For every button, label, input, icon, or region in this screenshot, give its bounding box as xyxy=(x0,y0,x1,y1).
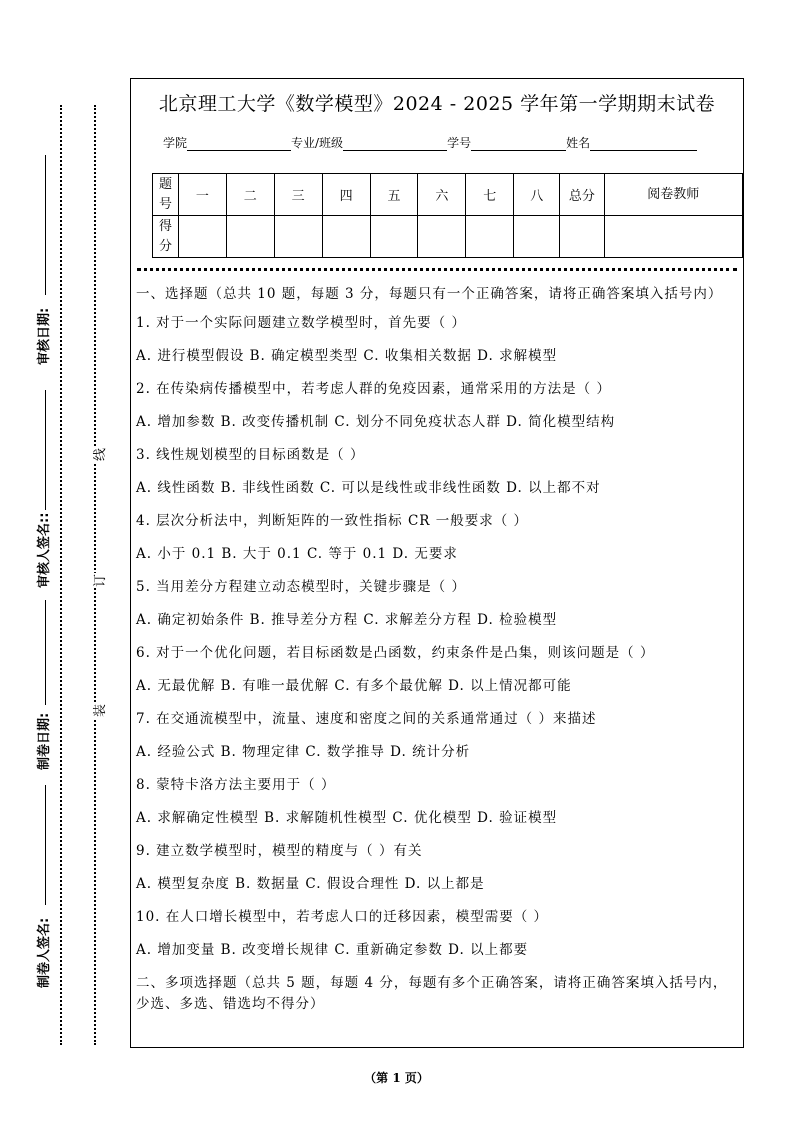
score-cell[interactable] xyxy=(322,216,370,258)
question-2-options: A. 增加参数 B. 改变传播机制 C. 划分不同免疫状态人群 D. 简化模型结构 xyxy=(136,414,616,430)
exam-content xyxy=(136,284,737,1023)
question-10: 10. 在人口增长模型中，若考虑人口的迁移因素，模型需要（ ） xyxy=(136,909,549,925)
exam-frame xyxy=(130,78,744,1048)
major-label: 专业/班级 xyxy=(291,136,344,150)
binding-dotted-line-outer xyxy=(60,105,62,1045)
name-blank[interactable] xyxy=(590,138,697,151)
student-id-label: 学号 xyxy=(447,136,472,150)
margin-char-fold: 装 xyxy=(89,703,108,718)
score-col-2: 二 xyxy=(226,174,274,216)
question-3: 3. 线性规划模型的目标函数是（ ） xyxy=(136,447,365,463)
reviewer-sign-label: 审核人签名:: xyxy=(37,512,52,588)
major-blank[interactable] xyxy=(343,138,447,151)
score-col-6: 六 xyxy=(418,174,466,216)
score-col-7: 七 xyxy=(466,174,514,216)
dotted-separator xyxy=(137,268,737,271)
page-title: 北京理工大学《数学模型》2024 - 2025 学年第一学期期末试卷 xyxy=(158,93,716,115)
made-date-line xyxy=(45,600,46,705)
score-col-4: 四 xyxy=(322,174,370,216)
question-9-options: A. 模型复杂度 B. 数据量 C. 假设合理性 D. 以上都是 xyxy=(136,876,485,892)
score-cell[interactable] xyxy=(514,216,560,258)
student-info-row xyxy=(163,134,697,151)
score-cell[interactable] xyxy=(560,216,604,258)
question-6-options: A. 无最优解 B. 有唯一最优解 C. 有多个最优解 D. 以上情况都可能 xyxy=(136,678,572,694)
question-8: 8. 蒙特卡洛方法主要用于（ ） xyxy=(136,777,336,793)
question-2: 2. 在传染病传播模型中，若考虑人群的免疫因素，通常采用的方法是（ ） xyxy=(136,381,611,397)
question-6: 6. 对于一个优化问题，若目标函数是凸函数，约束条件是凸集，则该问题是（ ） xyxy=(136,645,655,661)
question-7-options: A. 经验公式 B. 物理定律 C. 数学推导 D. 统计分析 xyxy=(136,744,471,760)
score-table-row2-header: 得分 xyxy=(153,216,179,258)
score-table-row1-header: 题号 xyxy=(153,174,179,216)
section1-heading: 一、选择题（总共 10 题，每题 3 分，每题只有一个正确答案，请将正确答案填入括号内） xyxy=(136,286,723,302)
score-cell[interactable] xyxy=(418,216,466,258)
made-date-label: 制卷日期: xyxy=(37,712,52,770)
question-4: 4. 层次分析法中，判断矩阵的一致性指标 CR 一般要求（ ） xyxy=(136,513,529,529)
page-number: （第 1 页） xyxy=(364,1071,429,1085)
reviewed-date-label: 审核日期: xyxy=(37,307,52,365)
score-cell[interactable] xyxy=(604,216,742,258)
score-cell[interactable] xyxy=(274,216,322,258)
student-id-blank[interactable] xyxy=(471,138,566,151)
score-table-header-row xyxy=(153,174,743,216)
maker-sign-line xyxy=(45,785,46,905)
reviewed-date-line xyxy=(45,155,46,295)
question-10-options: A. 增加变量 B. 改变增长规律 C. 重新确定参数 D. 以上都要 xyxy=(136,942,529,958)
college-blank[interactable] xyxy=(187,138,291,151)
score-table xyxy=(152,173,743,258)
question-7: 7. 在交通流模型中，流量、速度和密度之间的关系通常通过（ ）来描述 xyxy=(136,711,597,727)
score-cell[interactable] xyxy=(226,216,274,258)
score-table-score-row xyxy=(153,216,743,258)
score-col-8: 八 xyxy=(514,174,560,216)
college-label: 学院 xyxy=(163,136,188,150)
name-label: 姓名 xyxy=(566,136,591,150)
question-1-options: A. 进行模型假设 B. 确定模型类型 C. 收集相关数据 D. 求解模型 xyxy=(136,348,558,364)
reviewer-sign-line xyxy=(45,390,46,510)
score-col-5: 五 xyxy=(370,174,418,216)
margin-char-line: 线 xyxy=(89,447,108,462)
section2-heading: 二、多项选择题（总共 5 题，每题 4 分，每题有多个正确答案，请将正确答案填入括号内，少选、多选、错选均不得分） xyxy=(136,975,728,1012)
maker-sign-label: 制卷人签名: xyxy=(37,917,52,988)
question-5-options: A. 确定初始条件 B. 推导差分方程 C. 求解差分方程 D. 检验模型 xyxy=(136,612,558,628)
score-cell[interactable] xyxy=(370,216,418,258)
score-col-3: 三 xyxy=(274,174,322,216)
score-col-total: 总分 xyxy=(560,174,604,216)
score-cell[interactable] xyxy=(178,216,226,258)
question-8-options: A. 求解确定性模型 B. 求解随机性模型 C. 优化模型 D. 验证模型 xyxy=(136,810,558,826)
question-5: 5. 当用差分方程建立动态模型时，关键步骤是（ ） xyxy=(136,579,466,595)
question-1: 1. 对于一个实际问题建立数学模型时，首先要（ ） xyxy=(136,315,466,331)
score-col-grader: 阅卷教师 xyxy=(604,174,742,216)
question-4-options: A. 小于 0.1 B. 大于 0.1 C. 等于 0.1 D. 无要求 xyxy=(136,546,458,562)
score-cell[interactable] xyxy=(466,216,514,258)
question-9: 9. 建立数学模型时，模型的精度与（ ）有关 xyxy=(136,843,423,859)
score-col-1: 一 xyxy=(178,174,226,216)
question-3-options: A. 线性函数 B. 非线性函数 C. 可以是线性或非线性函数 D. 以上都不对 xyxy=(136,480,601,496)
margin-char-bind: 订 xyxy=(89,573,108,588)
